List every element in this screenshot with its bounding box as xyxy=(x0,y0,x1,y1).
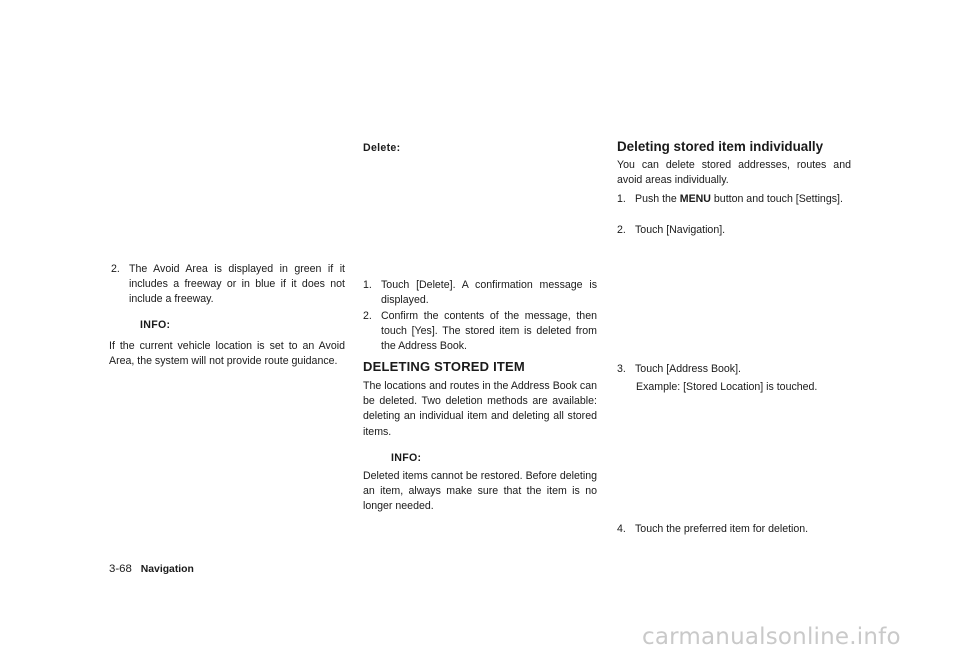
page-footer xyxy=(109,562,194,577)
section-heading: DELETING STORED ITEM xyxy=(363,359,525,374)
col3-step-4 xyxy=(617,522,851,537)
step-text: Confirm the contents of the message, then touch [Yes]. The stored item is deleted from the Address Book. xyxy=(381,310,597,353)
step-number: 1. xyxy=(363,279,372,291)
col1-info-text: If the current vehicle location is set to an Avoid Area, the system will not provide route guidance. xyxy=(109,340,345,368)
col2-step-1 xyxy=(363,278,597,308)
step-number: 2. xyxy=(363,310,372,322)
delete-label: Delete: xyxy=(363,142,401,154)
step-text: Touch [Delete]. A confirmation message is displayed. xyxy=(381,279,597,307)
step-number: 2. xyxy=(617,224,626,236)
page-number: 3-68 xyxy=(109,563,132,575)
col3-step-2 xyxy=(617,223,851,238)
step-text: The Avoid Area is displayed in green if it includes a freeway or in blue if it does not include a freeway. xyxy=(129,263,345,306)
subsection-heading: Deleting stored item individually xyxy=(617,139,824,154)
col1-info-label: INFO: xyxy=(140,319,171,331)
col3-step-3 xyxy=(617,362,851,377)
example-note: Example: [Stored Location] is touched. xyxy=(636,381,818,393)
section-name: Navigation xyxy=(140,564,194,575)
menu-button-label: MENU xyxy=(679,193,711,205)
step-text-post: button and touch [Settings]. xyxy=(710,193,843,205)
step-number: 4. xyxy=(617,523,626,535)
col3-step-1 xyxy=(617,192,851,207)
col2-step-2 xyxy=(363,309,597,355)
step-text: Touch the preferred item for deletion. xyxy=(635,523,809,535)
step-number: 2. xyxy=(111,263,120,275)
step-number: 3. xyxy=(617,363,626,375)
step-text: Touch [Address Book]. xyxy=(635,363,741,375)
col2-info-text: Deleted items cannot be restored. Before deleting an item, always make sure that the item is no longer needed. xyxy=(363,470,597,513)
watermark: carmanualsonline.info xyxy=(642,624,901,650)
step-text: Touch [Navigation]. xyxy=(635,224,726,236)
step-number: 1. xyxy=(617,193,626,205)
col1-step-2 xyxy=(111,262,345,308)
section-body: The locations and routes in the Address Book can be deleted. Two deletion methods are available: deleting an individual item and deleting all stored items. xyxy=(363,380,597,438)
subsection-intro: You can delete stored addresses, routes and avoid areas individually. xyxy=(617,159,851,187)
step-text-pre: Push the xyxy=(635,193,680,205)
col2-info-label: INFO: xyxy=(391,452,422,464)
